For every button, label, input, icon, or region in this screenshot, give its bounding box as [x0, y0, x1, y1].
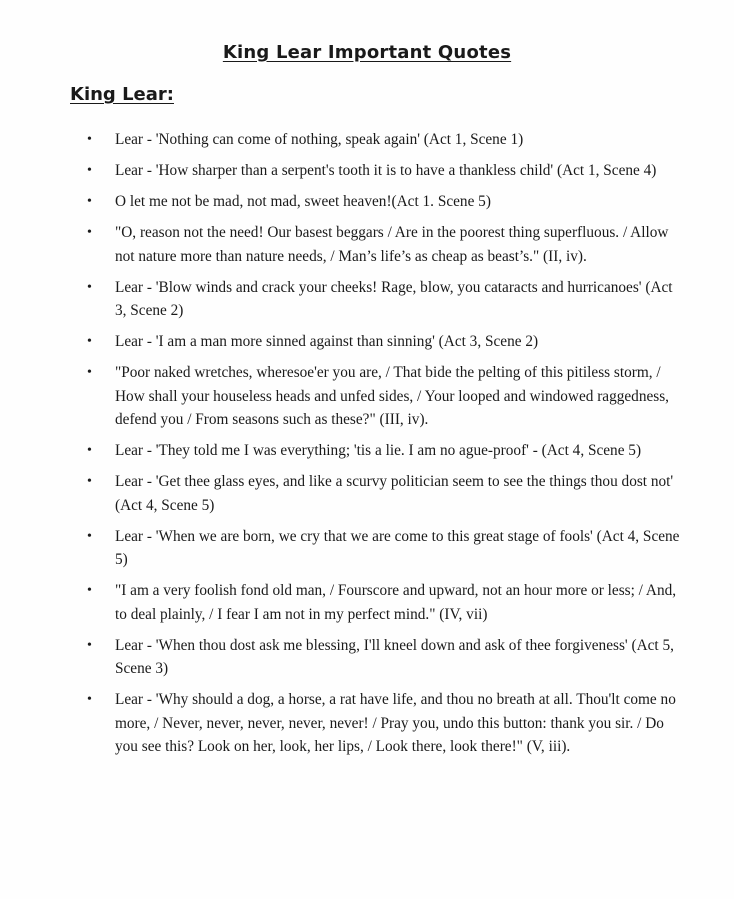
page-title: King Lear Important Quotes	[222, 42, 512, 63]
bullet-icon: •	[87, 528, 92, 544]
quote-item	[82, 221, 682, 268]
bullet-icon: •	[87, 637, 92, 653]
quote-text: Lear - 'Get thee glass eyes, and like a scurvy politician seem to see the things thou dost not' (Act 4, Scene 5)	[115, 473, 674, 514]
quote-text: Lear - 'When we are born, we cry that we are come to this great stage of fools' (Act 4, Scene 5)	[115, 527, 680, 568]
quote-item	[82, 330, 682, 354]
bullet-icon: •	[87, 163, 92, 178]
bullet-icon: •	[87, 279, 92, 295]
quote-item	[82, 579, 682, 626]
bullet-icon: •	[87, 692, 92, 707]
quote-text: Lear - 'They told me I was everything; 'tis a lie. I am no ague-proof' - (Act 4, Scene 5)	[115, 442, 642, 459]
quote-item	[82, 276, 682, 323]
quote-text: Lear - 'I am a man more sinned against than sinning' (Act 3, Scene 2)	[115, 333, 539, 350]
bullet-icon: •	[87, 225, 92, 240]
quote-text: "Poor naked wretches, wheresoe'er you are, / That bide the pelting of this pitiless storm, / How shall your houseless heads and unfed sides, / Your looped and windowed raggedness, defend you / From seasons such as these?" (III, iv).	[115, 364, 670, 428]
quote-text: Lear - 'When thou dost ask me blessing, I'll kneel down and ask of thee forgiveness' (Act 5, Scene 3)	[115, 636, 674, 677]
quote-text: O let me not be mad, not mad, sweet heaven!(Act 1. Scene 5)	[115, 193, 491, 210]
quote-item	[82, 525, 682, 572]
quote-item	[82, 634, 682, 681]
quote-item	[82, 159, 682, 183]
bullet-icon: •	[87, 365, 92, 380]
bullet-icon: •	[87, 334, 92, 349]
quote-text: "O, reason not the need! Our basest beggars / Are in the poorest thing superfluous. / Allow not nature more than nature needs, / Man’s life’s as cheap as beast’s." (II, iv).	[115, 224, 669, 265]
quote-text: Lear - 'How sharper than a serpent's tooth it is to have a thankless child' (Act 1, Scene 4)	[115, 162, 657, 179]
bullet-icon: •	[87, 583, 92, 598]
quote-text: Lear - 'Blow winds and crack your cheeks! Rage, blow, you cataracts and hurricanoes' (Act 3, Scene 2)	[115, 278, 673, 319]
quote-text: Lear - 'Nothing can come of nothing, speak again' (Act 1, Scene 1)	[115, 131, 524, 148]
quote-item	[82, 470, 682, 517]
quote-list	[82, 128, 682, 766]
section-heading: King Lear:	[70, 84, 174, 105]
quote-text: Lear - 'Why should a dog, a horse, a rat have life, and thou no breath at all. Thou'lt come no more, / Never, never, never, never, never! / Pray you, undo this button: thank you sir. / Do you see this? Look on her, look, her lips, / Look there, look there!" (V, iii).	[115, 691, 676, 755]
quote-item	[82, 439, 682, 463]
bullet-icon: •	[87, 474, 92, 489]
quote-item	[82, 190, 682, 214]
bullet-icon: •	[87, 194, 92, 209]
quote-text: "I am a very foolish fond old man, / Fourscore and upward, not an hour more or less; / And, to deal plainly, / I fear I am not in my perfect mind." (IV, vii)	[115, 582, 677, 623]
quote-item	[82, 688, 682, 759]
bullet-icon: •	[87, 132, 92, 147]
bullet-icon: •	[87, 443, 92, 458]
quote-item	[82, 128, 682, 152]
quote-item	[82, 361, 682, 432]
